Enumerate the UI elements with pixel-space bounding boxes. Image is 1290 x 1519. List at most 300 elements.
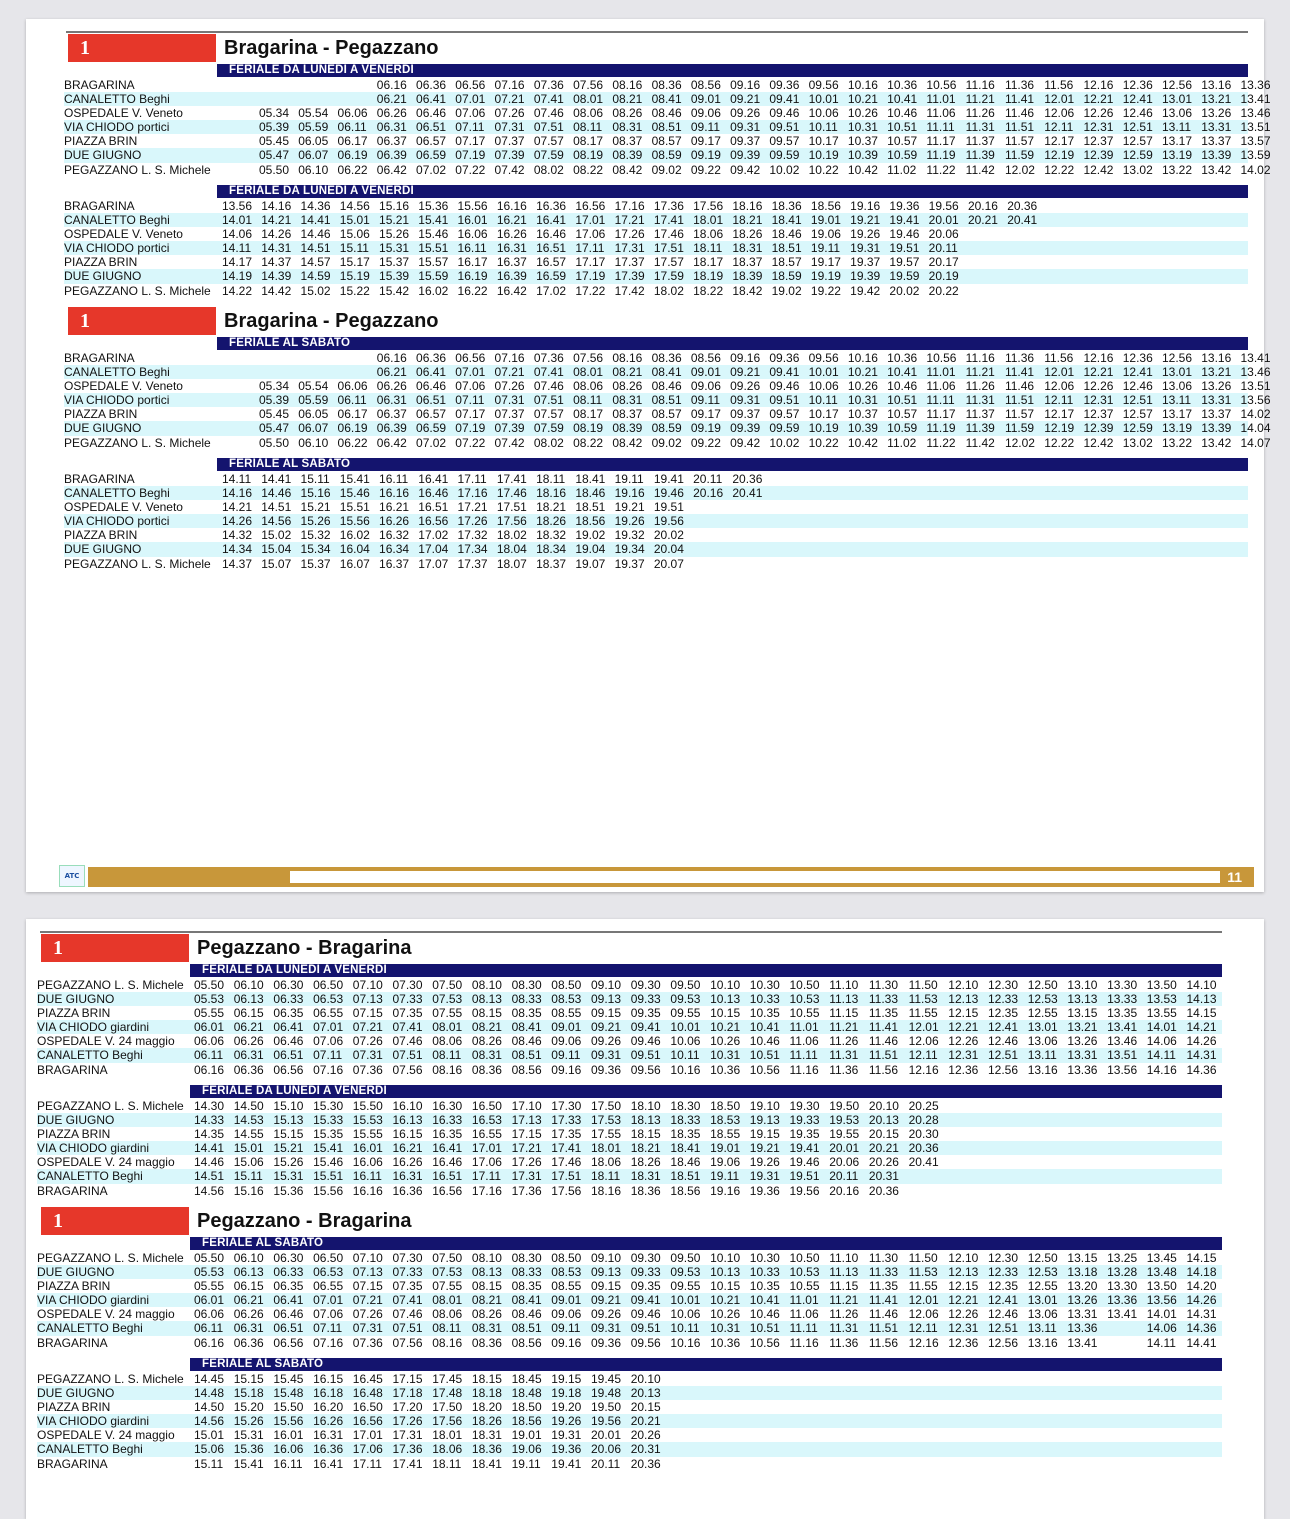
departure-time: 09.16 xyxy=(551,1062,582,1077)
departure-time: 06.17 xyxy=(337,407,368,422)
departure-time: 16.02 xyxy=(418,283,449,298)
departure-time: 20.19 xyxy=(928,269,959,284)
departure-time: 16.15 xyxy=(313,1372,344,1386)
departure-time: 06.41 xyxy=(273,1020,304,1035)
departure-time: 08.36 xyxy=(471,1062,502,1077)
departure-time: 14.26 xyxy=(1186,1034,1217,1049)
departure-time: 16.01 xyxy=(352,1141,383,1156)
departure-time: 11.11 xyxy=(926,393,955,408)
departure-time: 08.37 xyxy=(612,407,643,422)
table-row xyxy=(37,1127,1222,1141)
departure-time: 07.16 xyxy=(494,78,525,92)
departure-time: 09.37 xyxy=(730,134,761,149)
departure-time: 10.51 xyxy=(887,393,918,408)
departure-time: 11.16 xyxy=(965,78,995,92)
departure-time: 06.26 xyxy=(233,1034,264,1049)
stop-name: BRAGARINA xyxy=(64,351,135,365)
departure-time: 17.11 xyxy=(457,472,487,486)
footer-bar xyxy=(88,867,1254,887)
departure-time: 18.07 xyxy=(496,556,527,571)
page-footer xyxy=(26,867,1264,887)
departure-time: 14.41 xyxy=(1186,1335,1217,1350)
departure-time: 20.13 xyxy=(868,1113,899,1128)
departure-time: 16.11 xyxy=(379,472,409,486)
departure-time: 20.36 xyxy=(732,472,763,486)
departure-time: 12.36 xyxy=(948,1062,979,1077)
departure-time: 10.19 xyxy=(808,148,839,163)
departure-time: 12.35 xyxy=(988,1006,1019,1021)
departure-time: 18.46 xyxy=(575,486,606,501)
departure-time: 16.02 xyxy=(339,528,370,543)
departure-time: 18.37 xyxy=(536,556,567,571)
departure-time: 18.50 xyxy=(511,1400,542,1415)
departure-time: 15.26 xyxy=(273,1155,304,1170)
departure-time: 06.35 xyxy=(273,1279,304,1294)
departure-time: 15.46 xyxy=(418,227,449,242)
departure-time: 17.36 xyxy=(392,1442,423,1457)
departure-time: 09.50 xyxy=(670,1251,701,1265)
departure-time: 07.39 xyxy=(494,148,525,163)
departure-time: 16.59 xyxy=(536,269,567,284)
departure-time: 07.33 xyxy=(392,992,423,1007)
departure-time: 16.06 xyxy=(273,1442,304,1457)
departure-time: 18.32 xyxy=(536,528,567,543)
table-row xyxy=(64,500,1248,514)
departure-time: 13.41 xyxy=(1107,1020,1138,1035)
departure-time: 18.06 xyxy=(432,1442,463,1457)
departure-time: 17.11 xyxy=(471,1169,502,1184)
departure-time: 07.37 xyxy=(494,407,525,422)
departure-time: 10.33 xyxy=(749,992,780,1007)
departure-time: 06.11 xyxy=(337,393,367,408)
departure-time: 11.37 xyxy=(965,407,995,422)
departure-time: 10.16 xyxy=(670,1335,701,1350)
departure-time: 07.16 xyxy=(494,351,525,365)
departure-time: 14.53 xyxy=(233,1113,264,1128)
departure-time: 13.06 xyxy=(1161,379,1192,394)
departure-time: 06.42 xyxy=(376,435,407,450)
departure-time: 19.42 xyxy=(850,283,881,298)
departure-time: 10.41 xyxy=(749,1020,780,1035)
departure-time: 08.15 xyxy=(471,1279,502,1294)
departure-time: 14.56 xyxy=(261,514,292,529)
departure-time: 20.36 xyxy=(868,1183,899,1198)
departure-time: 17.21 xyxy=(511,1141,542,1156)
departure-time: 16.33 xyxy=(432,1113,463,1128)
table-row xyxy=(37,1279,1222,1293)
departure-time: 20.02 xyxy=(653,528,684,543)
departure-time: 11.57 xyxy=(1004,407,1035,422)
departure-time: 19.18 xyxy=(551,1386,582,1401)
departure-time: 14.01 xyxy=(1146,1307,1177,1322)
stop-name: PEGAZZANO L. S. Michele xyxy=(37,1372,184,1386)
departure-time: 09.26 xyxy=(730,106,761,121)
departure-time: 14.41 xyxy=(261,472,292,486)
departure-time: 10.53 xyxy=(789,1265,820,1280)
departure-time: 16.50 xyxy=(352,1400,383,1415)
departure-time: 19.21 xyxy=(749,1141,780,1156)
departure-time: 07.06 xyxy=(455,106,486,121)
departure-time: 07.31 xyxy=(494,120,525,135)
departure-time: 15.56 xyxy=(273,1414,304,1429)
departure-time: 09.55 xyxy=(670,1006,701,1021)
route-title: Bragarina - Pegazzano xyxy=(224,37,439,59)
departure-time: 12.51 xyxy=(1122,120,1153,135)
departure-time: 17.21 xyxy=(457,500,488,515)
departure-time: 16.46 xyxy=(536,227,567,242)
departure-time: 13.15 xyxy=(1067,1006,1098,1021)
departure-time: 08.17 xyxy=(573,134,604,149)
departure-time: 07.01 xyxy=(313,1293,344,1308)
table-row xyxy=(64,472,1248,486)
departure-time: 15.32 xyxy=(300,528,331,543)
route-header xyxy=(41,934,1221,962)
table-row xyxy=(37,1386,1222,1400)
departure-time: 12.26 xyxy=(1083,106,1114,121)
departure-time: 10.55 xyxy=(789,1006,820,1021)
departure-time: 12.16 xyxy=(1083,78,1114,92)
departure-time: 17.42 xyxy=(614,283,645,298)
timetable-page-12 xyxy=(26,919,1264,1519)
departure-time: 17.26 xyxy=(457,514,488,529)
departure-time: 07.21 xyxy=(494,92,525,107)
departure-time: 13.51 xyxy=(1240,379,1271,394)
departure-time: 09.11 xyxy=(551,1048,581,1063)
departure-time: 15.51 xyxy=(313,1169,344,1184)
departure-time: 13.31 xyxy=(1201,120,1232,135)
departure-time: 13.56 xyxy=(1107,1062,1138,1077)
departure-time: 17.55 xyxy=(591,1127,622,1142)
departure-time: 15.41 xyxy=(339,472,370,486)
departure-time: 16.01 xyxy=(273,1428,304,1443)
departure-time: 09.36 xyxy=(591,1335,622,1350)
departure-time: 18.26 xyxy=(732,227,763,242)
departure-time: 18.06 xyxy=(591,1155,622,1170)
departure-time: 13.02 xyxy=(1122,435,1153,450)
departure-time: 12.53 xyxy=(1027,1265,1058,1280)
departure-time: 06.13 xyxy=(233,992,264,1007)
departure-time: 09.31 xyxy=(730,393,761,408)
departure-time: 20.36 xyxy=(630,1456,661,1471)
departure-time: 18.11 xyxy=(432,1456,462,1471)
departure-time: 10.41 xyxy=(749,1293,780,1308)
departure-time: 08.06 xyxy=(432,1307,463,1322)
departure-time: 05.50 xyxy=(259,162,290,177)
departure-time: 16.42 xyxy=(496,283,527,298)
stop-name: PIAZZA BRIN xyxy=(37,1279,111,1294)
departure-time: 16.18 xyxy=(313,1386,344,1401)
table-row xyxy=(64,486,1248,500)
departure-time: 07.10 xyxy=(352,978,383,992)
departure-time: 05.50 xyxy=(259,435,290,450)
departure-time: 09.10 xyxy=(591,978,622,992)
departure-time: 16.04 xyxy=(339,542,370,557)
departure-time: 17.39 xyxy=(614,269,645,284)
departure-time: 15.21 xyxy=(300,500,331,515)
departure-time: 20.10 xyxy=(868,1099,899,1113)
departure-time: 06.21 xyxy=(376,92,407,107)
departure-time: 15.41 xyxy=(233,1456,264,1471)
departure-time: 12.53 xyxy=(1027,992,1058,1007)
departure-time: 09.22 xyxy=(690,162,721,177)
departure-time: 11.41 xyxy=(868,1293,899,1308)
departure-time: 16.32 xyxy=(379,528,410,543)
departure-time: 11.35 xyxy=(868,1006,899,1021)
departure-time: 13.22 xyxy=(1161,162,1192,177)
departure-time: 18.21 xyxy=(536,500,567,515)
departure-time: 10.01 xyxy=(670,1293,701,1308)
departure-time: 19.39 xyxy=(850,269,881,284)
departure-time: 16.06 xyxy=(457,227,488,242)
departure-time: 17.06 xyxy=(352,1442,383,1457)
departure-time: 15.01 xyxy=(339,213,370,228)
departure-time: 16.46 xyxy=(432,1155,463,1170)
departure-time: 07.11 xyxy=(455,393,485,408)
departure-time: 08.42 xyxy=(612,162,643,177)
departure-time: 07.11 xyxy=(313,1321,343,1336)
departure-time: 16.55 xyxy=(471,1127,502,1142)
departure-time: 18.46 xyxy=(670,1155,701,1170)
departure-time: 14.11 xyxy=(222,241,252,256)
departure-time: 18.30 xyxy=(670,1099,701,1113)
departure-time: 18.57 xyxy=(771,255,802,270)
departure-time: 08.06 xyxy=(432,1034,463,1049)
departure-time: 20.13 xyxy=(630,1386,661,1401)
stop-name: DUE GIUGNO xyxy=(37,1265,115,1280)
departure-time: 10.10 xyxy=(710,978,741,992)
departure-time: 11.55 xyxy=(908,1279,938,1294)
departure-time: 11.41 xyxy=(1004,365,1035,380)
departure-time: 16.41 xyxy=(536,213,567,228)
departure-time: 14.56 xyxy=(339,199,370,213)
departure-time: 15.30 xyxy=(313,1099,344,1113)
departure-time: 13.59 xyxy=(1240,148,1271,163)
departure-time: 09.06 xyxy=(551,1307,582,1322)
departure-time: 13.16 xyxy=(1027,1335,1058,1350)
departure-time: 11.56 xyxy=(1044,78,1074,92)
departure-time: 08.21 xyxy=(471,1020,502,1035)
departure-time: 18.01 xyxy=(591,1141,622,1156)
departure-time: 12.06 xyxy=(1044,106,1075,121)
departure-time: 18.11 xyxy=(536,472,566,486)
departure-time: 05.53 xyxy=(194,1265,225,1280)
departure-time: 19.11 xyxy=(511,1456,541,1471)
timetable-table xyxy=(64,472,1248,571)
departure-time: 08.41 xyxy=(651,92,682,107)
departure-time: 08.56 xyxy=(511,1335,542,1350)
departure-time: 16.11 xyxy=(352,1169,382,1184)
departure-time: 17.41 xyxy=(392,1456,423,1471)
departure-time: 12.39 xyxy=(1083,421,1114,436)
departure-time: 10.56 xyxy=(749,1062,780,1077)
departure-time: 13.21 xyxy=(1067,1020,1098,1035)
departure-time: 07.51 xyxy=(392,1048,423,1063)
departure-time: 09.46 xyxy=(769,379,800,394)
departure-time: 13.48 xyxy=(1146,1265,1177,1280)
timetable-table xyxy=(64,78,1271,177)
departure-time: 08.11 xyxy=(432,1048,462,1063)
departure-time: 16.36 xyxy=(392,1183,423,1198)
departure-time: 11.06 xyxy=(789,1034,819,1049)
departure-time: 06.39 xyxy=(376,148,407,163)
departure-time: 08.21 xyxy=(612,92,643,107)
departure-time: 11.21 xyxy=(829,1020,859,1035)
departure-time: 08.33 xyxy=(511,992,542,1007)
departure-time: 20.16 xyxy=(967,199,998,213)
departure-time: 08.16 xyxy=(432,1062,463,1077)
departure-time: 06.33 xyxy=(273,992,304,1007)
departure-time: 06.36 xyxy=(233,1335,264,1350)
departure-time: 11.53 xyxy=(908,992,938,1007)
departure-time: 13.31 xyxy=(1201,393,1232,408)
departure-time: 12.16 xyxy=(1083,351,1114,365)
departure-time: 06.26 xyxy=(233,1307,264,1322)
departure-time: 08.10 xyxy=(471,1251,502,1265)
stop-name: PEGAZZANO L. S. Michele xyxy=(64,435,211,450)
departure-time: 07.17 xyxy=(455,407,486,422)
departure-time: 19.51 xyxy=(653,500,684,515)
departure-time: 17.02 xyxy=(536,283,567,298)
departure-time: 16.26 xyxy=(392,1155,423,1170)
departure-time: 13.57 xyxy=(1240,134,1271,149)
departure-time: 17.30 xyxy=(551,1099,582,1113)
departure-time: 06.11 xyxy=(337,120,367,135)
departure-time: 19.31 xyxy=(551,1428,582,1443)
departure-time: 17.17 xyxy=(575,255,606,270)
departure-time: 12.46 xyxy=(1122,379,1153,394)
departure-time: 10.33 xyxy=(749,1265,780,1280)
departure-time: 09.36 xyxy=(591,1062,622,1077)
departure-time: 16.41 xyxy=(313,1456,344,1471)
stop-name: PIAZZA BRIN xyxy=(64,407,138,422)
departure-time: 17.37 xyxy=(614,255,645,270)
departure-time: 06.19 xyxy=(337,421,368,436)
departure-time: 06.06 xyxy=(337,379,368,394)
departure-time: 07.15 xyxy=(352,1006,383,1021)
departure-time: 07.31 xyxy=(352,1048,383,1063)
departure-time: 08.22 xyxy=(573,435,604,450)
departure-time: 17.01 xyxy=(352,1428,383,1443)
departure-time: 07.16 xyxy=(313,1062,344,1077)
departure-time: 12.55 xyxy=(1027,1279,1058,1294)
departure-time: 07.51 xyxy=(392,1321,423,1336)
departure-time: 17.37 xyxy=(457,556,488,571)
table-row xyxy=(64,393,1271,408)
departure-time: 07.01 xyxy=(455,365,486,380)
departure-time: 10.02 xyxy=(769,435,800,450)
departure-time: 19.53 xyxy=(829,1113,860,1128)
departure-time: 20.21 xyxy=(630,1414,661,1429)
departure-time: 15.36 xyxy=(273,1183,304,1198)
departure-time: 07.42 xyxy=(494,162,525,177)
departure-time: 12.06 xyxy=(1044,379,1075,394)
departure-time: 15.37 xyxy=(300,556,331,571)
departure-time: 05.53 xyxy=(194,992,225,1007)
departure-time: 08.11 xyxy=(573,120,603,135)
table-row xyxy=(37,1336,1222,1350)
departure-time: 06.55 xyxy=(313,1279,344,1294)
departure-time: 13.41 xyxy=(1240,351,1271,365)
departure-time: 18.26 xyxy=(471,1414,502,1429)
departure-time: 17.11 xyxy=(575,241,605,256)
departure-time: 17.21 xyxy=(614,213,645,228)
departure-time: 14.33 xyxy=(194,1113,225,1128)
departure-time: 19.06 xyxy=(810,227,841,242)
departure-time: 19.13 xyxy=(749,1113,780,1128)
departure-time: 09.33 xyxy=(630,992,661,1007)
departure-time: 05.39 xyxy=(259,120,290,135)
departure-time: 11.35 xyxy=(868,1279,899,1294)
departure-time: 09.59 xyxy=(769,148,800,163)
departure-time: 14.16 xyxy=(261,199,292,213)
departure-time: 13.11 xyxy=(1161,393,1192,408)
departure-time: 08.30 xyxy=(511,1251,542,1265)
departure-time: 12.30 xyxy=(988,978,1019,992)
departure-time: 09.30 xyxy=(630,978,661,992)
departure-time: 13.11 xyxy=(1027,1048,1057,1063)
departure-time: 16.39 xyxy=(496,269,527,284)
departure-time: 08.41 xyxy=(511,1020,542,1035)
departure-time: 16.10 xyxy=(392,1099,423,1113)
departure-time: 16.48 xyxy=(352,1386,383,1401)
table-row xyxy=(37,1428,1222,1442)
table-row xyxy=(64,542,1248,556)
departure-time: 19.41 xyxy=(653,472,684,486)
departure-time: 08.57 xyxy=(651,407,682,422)
departure-time: 12.01 xyxy=(1044,92,1075,107)
departure-time: 07.01 xyxy=(455,92,486,107)
departure-time: 19.37 xyxy=(614,556,645,571)
departure-time: 18.56 xyxy=(810,199,841,213)
departure-time: 12.56 xyxy=(988,1062,1019,1077)
departure-time: 12.17 xyxy=(1044,134,1075,149)
service-bar: FERIALE DA LUNEDI A VENERDI xyxy=(190,1085,1222,1098)
table-row xyxy=(64,162,1271,177)
departure-time: 15.17 xyxy=(339,255,370,270)
departure-time: 09.16 xyxy=(730,351,761,365)
departure-time: 13.33 xyxy=(1107,992,1138,1007)
departure-time: 08.41 xyxy=(651,365,682,380)
departure-time: 15.20 xyxy=(233,1400,264,1415)
departure-time: 10.31 xyxy=(847,393,878,408)
departure-time: 20.31 xyxy=(868,1169,899,1184)
departure-time: 17.56 xyxy=(551,1183,582,1198)
departure-time: 13.01 xyxy=(1161,365,1192,380)
departure-time: 10.30 xyxy=(749,978,780,992)
departure-time: 19.16 xyxy=(850,199,881,213)
departure-time: 09.51 xyxy=(769,120,800,135)
departure-time: 18.15 xyxy=(630,1127,661,1142)
departure-time: 16.11 xyxy=(457,241,487,256)
departure-time: 12.22 xyxy=(1044,435,1075,450)
departure-time: 12.57 xyxy=(1122,407,1153,422)
departure-time: 18.41 xyxy=(771,213,802,228)
departure-time: 14.30 xyxy=(194,1099,225,1113)
departure-time: 12.36 xyxy=(948,1335,979,1350)
departure-time: 16.56 xyxy=(575,199,606,213)
departure-time: 14.01 xyxy=(1146,1020,1177,1035)
departure-time: 09.56 xyxy=(630,1335,661,1350)
departure-time: 11.26 xyxy=(965,106,995,121)
departure-time: 09.35 xyxy=(630,1006,661,1021)
departure-time: 09.41 xyxy=(769,365,800,380)
departure-time: 18.37 xyxy=(732,255,763,270)
departure-time: 10.15 xyxy=(710,1006,741,1021)
departure-time: 11.01 xyxy=(926,92,956,107)
departure-time: 07.26 xyxy=(494,379,525,394)
departure-time: 17.02 xyxy=(418,528,449,543)
service-bar: FERIALE AL SABATO xyxy=(190,1237,1222,1250)
